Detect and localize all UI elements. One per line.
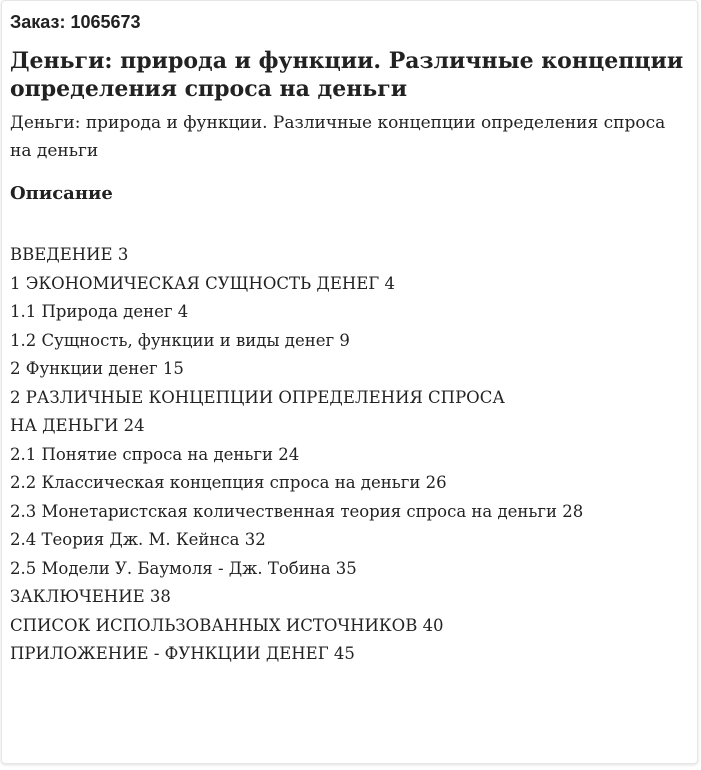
toc-item: ПРИЛОЖЕНИЕ - ФУНКЦИИ ДЕНЕГ 45 xyxy=(10,644,355,663)
order-number: Заказ: 1065673 xyxy=(10,12,141,32)
toc-item: 2.5 Модели У. Баумоля - Дж. Тобина 35 xyxy=(10,558,357,578)
toc-item: 1.1 Природа денег 4 xyxy=(10,302,189,321)
order-card xyxy=(1,0,698,764)
toc-item: 2.3 Монетаристская количественная теория спроса на деньги 28 xyxy=(10,501,584,521)
page-subtitle: Деньги: природа и функции. Различные концепции определения спроса на деньги xyxy=(10,113,666,161)
toc-item: 1 ЭКОНОМИЧЕСКАЯ СУЩНОСТЬ ДЕНЕГ 4 xyxy=(10,273,395,293)
toc-item: 2 Функции денег 15 xyxy=(10,359,184,378)
toc-item: 2.1 Понятие спроса на деньги 24 xyxy=(10,444,300,464)
description-heading: Описание xyxy=(10,183,113,204)
table-of-contents xyxy=(10,241,689,669)
toc-item: ЗАКЛЮЧЕНИЕ 38 xyxy=(10,587,171,606)
toc-item: 2.4 Теория Дж. М. Кейнса 32 xyxy=(10,530,266,549)
toc-item: 2 РАЗЛИЧНЫЕ КОНЦЕПЦИИ ОПРЕДЕЛЕНИЯ СПРОСА НА ДЕНЬГИ 24 xyxy=(10,387,505,435)
toc-item: 2.2 Классическая концепция спроса на деньги 26 xyxy=(10,473,447,492)
page-title: Деньги: природа и функции. Различные концепции определения спроса на деньги xyxy=(10,48,684,102)
toc-item: ВВЕДЕНИЕ 3 xyxy=(10,245,129,264)
toc-item: СПИСОК ИСПОЛЬЗОВАННЫХ ИСТОЧНИКОВ 40 xyxy=(10,615,444,635)
toc-item: 1.2 Сущность, функции и виды денег 9 xyxy=(10,330,350,350)
